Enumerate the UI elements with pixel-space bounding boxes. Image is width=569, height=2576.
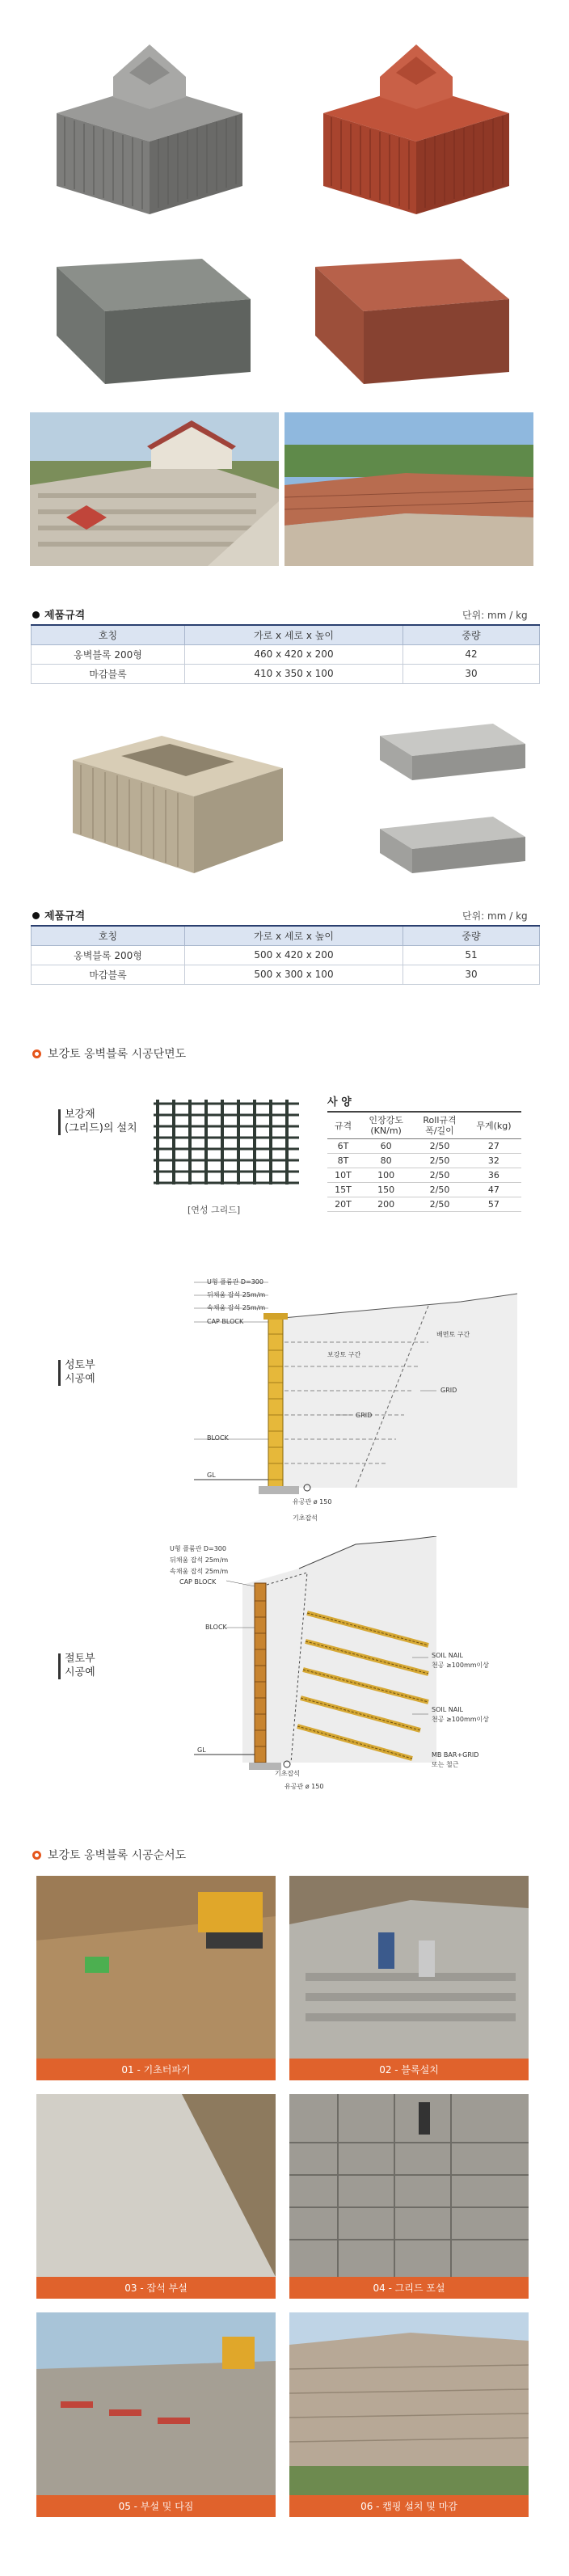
fill-note-pipe: 유공관 ø 150 xyxy=(293,1498,332,1505)
step-photo-capping xyxy=(289,2312,529,2495)
step-card-2 xyxy=(289,1876,529,2080)
spec2-cell: 51 xyxy=(403,945,540,965)
grid-header-roll: Roll규격 폭/길이 xyxy=(413,1112,466,1139)
section-bullet-icon xyxy=(32,1851,41,1860)
section-drawing-title-text: 보강토 옹벽블록 시공단면도 xyxy=(48,1048,187,1061)
cut-note-back2: 속채움 잡석 25m/m xyxy=(170,1568,229,1575)
table-row xyxy=(327,1168,521,1183)
spec2-unit: 단위: mm / kg xyxy=(462,910,528,922)
section-drawing-title xyxy=(32,1045,186,1062)
grid-spec-table xyxy=(327,1111,521,1212)
bullet-icon xyxy=(32,611,40,619)
fill-note-zone2: 보강토 구간 xyxy=(327,1351,361,1358)
grid-header-strength: 인장강도 (KN/m) xyxy=(359,1112,413,1139)
grid-cell: 2/50 xyxy=(413,1154,466,1168)
spec1-table xyxy=(31,624,540,684)
spec1-cell: 42 xyxy=(403,644,540,664)
cut-note-mb1: MB BAR+GRID xyxy=(432,1751,479,1759)
fill-note-block: BLOCK xyxy=(207,1434,229,1442)
table-row xyxy=(327,1197,521,1212)
grid-cell: 57 xyxy=(466,1197,521,1212)
step-card-6 xyxy=(289,2312,529,2517)
grid-cell: 100 xyxy=(359,1168,413,1183)
spec2-header-size: 가로 x 세로 x 높이 xyxy=(185,926,403,945)
spec1-cell: 마감블록 xyxy=(32,664,185,683)
step-card-4 xyxy=(289,2094,529,2299)
grey-retaining-block-image xyxy=(32,28,267,222)
cut-note-mb2: 또는 철근 xyxy=(432,1761,459,1768)
spec2-cell: 옹벽블록 200형 xyxy=(32,945,185,965)
spec1-title xyxy=(32,606,85,622)
step-card-3 xyxy=(36,2094,276,2299)
step-caption-5: 05 - 부설 및 다짐 xyxy=(36,2495,276,2517)
spec2-cell: 30 xyxy=(403,965,540,984)
fill-note-base: 기초잡석 xyxy=(293,1514,318,1522)
cut-note-base: 기초잡석 xyxy=(275,1770,300,1777)
fill-label-line2: 시공예 xyxy=(65,1373,95,1385)
grid-spec-heading: 사 양 xyxy=(327,1096,352,1109)
cut-label-line2: 시공예 xyxy=(65,1666,95,1679)
grid-cell: 15T xyxy=(327,1183,359,1197)
spec2-cell: 마감블록 xyxy=(32,965,185,984)
spec1-cell: 옹벽블록 200형 xyxy=(32,644,185,664)
spec2-title-text: 제품규격 xyxy=(44,910,86,923)
step-caption-4: 04 - 그리드 포설 xyxy=(289,2277,529,2299)
cut-note-nail2a: SOIL NAIL xyxy=(432,1706,464,1713)
grid-header-spec: 규격 xyxy=(327,1112,359,1139)
grid-cell: 27 xyxy=(466,1139,521,1154)
label-bar xyxy=(58,1360,61,1386)
grid-caption: [연성 그리드] xyxy=(188,1205,241,1215)
step-card-1 xyxy=(36,1876,276,2080)
table-row xyxy=(327,1154,521,1168)
grid-cell: 2/50 xyxy=(413,1183,466,1197)
sequence-title-text: 보강토 옹벽블록 시공순서도 xyxy=(48,1849,187,1862)
spec1-header-weight: 중량 xyxy=(403,625,540,644)
fill-section-label xyxy=(65,1358,95,1386)
step-caption-6: 06 - 캡핑 설치 및 마감 xyxy=(289,2495,529,2517)
spec1-title-text: 제품규격 xyxy=(44,610,86,622)
table-row xyxy=(327,1139,521,1154)
red-retaining-block-image xyxy=(299,28,533,222)
site-photo-house-wall xyxy=(30,412,279,566)
cut-note-drain: U형 플륨관 D=300 xyxy=(170,1545,226,1552)
cut-note-nail1b: 천공 ≥100mm이상 xyxy=(432,1662,490,1669)
cut-note-back1: 뒤채움 잡석 25m/m xyxy=(170,1556,229,1564)
red-cap-block-image xyxy=(299,243,525,400)
step-photo-compaction xyxy=(36,2312,276,2495)
grid-cell: 80 xyxy=(359,1154,413,1168)
table-row xyxy=(32,644,540,664)
spec2-header-name: 호칭 xyxy=(32,926,185,945)
table-row xyxy=(32,945,540,965)
grid-cell: 2/50 xyxy=(413,1139,466,1154)
fill-note-back1: 뒤채움 잡석 25m/m xyxy=(207,1291,266,1299)
step-photo-grid-laying xyxy=(289,2094,529,2277)
section-bullet-icon xyxy=(32,1049,41,1058)
cap-block-bottom-image xyxy=(372,804,533,885)
spec2-header-weight: 중량 xyxy=(403,926,540,945)
grid-cell: 150 xyxy=(359,1183,413,1197)
fill-note-back2: 속채움 잡석 25m/m xyxy=(207,1304,266,1311)
cap-block-top-image xyxy=(372,712,533,792)
step-card-5 xyxy=(36,2312,276,2517)
fill-label-line1: 성토부 xyxy=(65,1359,95,1371)
cut-section-diagram xyxy=(194,1536,525,1803)
grid-cell: 47 xyxy=(466,1183,521,1197)
cut-note-nail2b: 천공 ≥100mm이상 xyxy=(432,1716,490,1723)
beige-retaining-block-image xyxy=(57,712,299,889)
spec1-header-size: 가로 x 세로 x 높이 xyxy=(185,625,403,644)
fill-note-zone1: 배면토 구간 xyxy=(436,1331,470,1338)
grid-cell: 10T xyxy=(327,1168,359,1183)
fill-note-gl: GL xyxy=(207,1472,216,1479)
step-caption-1: 01 - 기초터파기 xyxy=(36,2059,276,2080)
spec2-cell: 500 x 300 x 100 xyxy=(185,965,403,984)
spec1-cell: 30 xyxy=(403,664,540,683)
step-caption-3: 03 - 잡석 부설 xyxy=(36,2277,276,2299)
table-row xyxy=(32,664,540,683)
spec1-unit: 단위: mm / kg xyxy=(462,610,528,621)
label-bar xyxy=(58,1653,61,1679)
site-photo-curved-wall xyxy=(284,412,533,566)
grey-cap-block-image xyxy=(40,243,267,400)
fill-note-grid2: GRID xyxy=(356,1412,373,1419)
cut-label-line1: 절토부 xyxy=(65,1653,95,1665)
spec1-cell: 460 x 420 x 200 xyxy=(185,644,403,664)
grid-cell: 200 xyxy=(359,1197,413,1212)
grid-cell: 2/50 xyxy=(413,1197,466,1212)
cut-section-label xyxy=(65,1652,95,1679)
geogrid-image xyxy=(154,1096,299,1189)
cut-note-cap: CAP BLOCK xyxy=(179,1578,217,1586)
step-caption-2: 02 - 블록설치 xyxy=(289,2059,529,2080)
fill-note-grid1: GRID xyxy=(440,1387,457,1394)
table-row xyxy=(32,965,540,984)
grid-cell: 8T xyxy=(327,1154,359,1168)
spec2-title xyxy=(32,907,85,923)
grid-cell: 60 xyxy=(359,1139,413,1154)
grid-cell: 20T xyxy=(327,1197,359,1212)
cut-note-nail1a: SOIL NAIL xyxy=(432,1652,464,1659)
sequence-title xyxy=(32,1847,186,1863)
grid-label-line1: 보강재 xyxy=(65,1109,95,1121)
table-row xyxy=(327,1183,521,1197)
fill-note-drain: U형 플륨관 D=300 xyxy=(207,1278,263,1286)
label-bar xyxy=(58,1109,61,1135)
grid-cell: 36 xyxy=(466,1168,521,1183)
grid-label-line2: (그리드)의 설치 xyxy=(65,1122,137,1134)
spec2-cell: 500 x 420 x 200 xyxy=(185,945,403,965)
grid-cell: 32 xyxy=(466,1154,521,1168)
step-photo-excavation xyxy=(36,1876,276,2059)
spec2-table xyxy=(31,925,540,985)
bullet-icon xyxy=(32,912,40,919)
grid-install-label xyxy=(65,1108,137,1135)
cut-note-gl: GL xyxy=(197,1746,206,1754)
cut-note-block: BLOCK xyxy=(205,1624,227,1631)
spec1-header-name: 호칭 xyxy=(32,625,185,644)
grid-cell: 6T xyxy=(327,1139,359,1154)
cut-note-pipe: 유공관 ø 150 xyxy=(284,1783,324,1790)
fill-note-cap: CAP BLOCK xyxy=(207,1318,244,1325)
step-photo-gravel xyxy=(36,2094,276,2277)
grid-header-weight: 무게(kg) xyxy=(466,1112,521,1139)
step-photo-block-install xyxy=(289,1876,529,2059)
grid-cell: 2/50 xyxy=(413,1168,466,1183)
spec1-cell: 410 x 350 x 100 xyxy=(185,664,403,683)
